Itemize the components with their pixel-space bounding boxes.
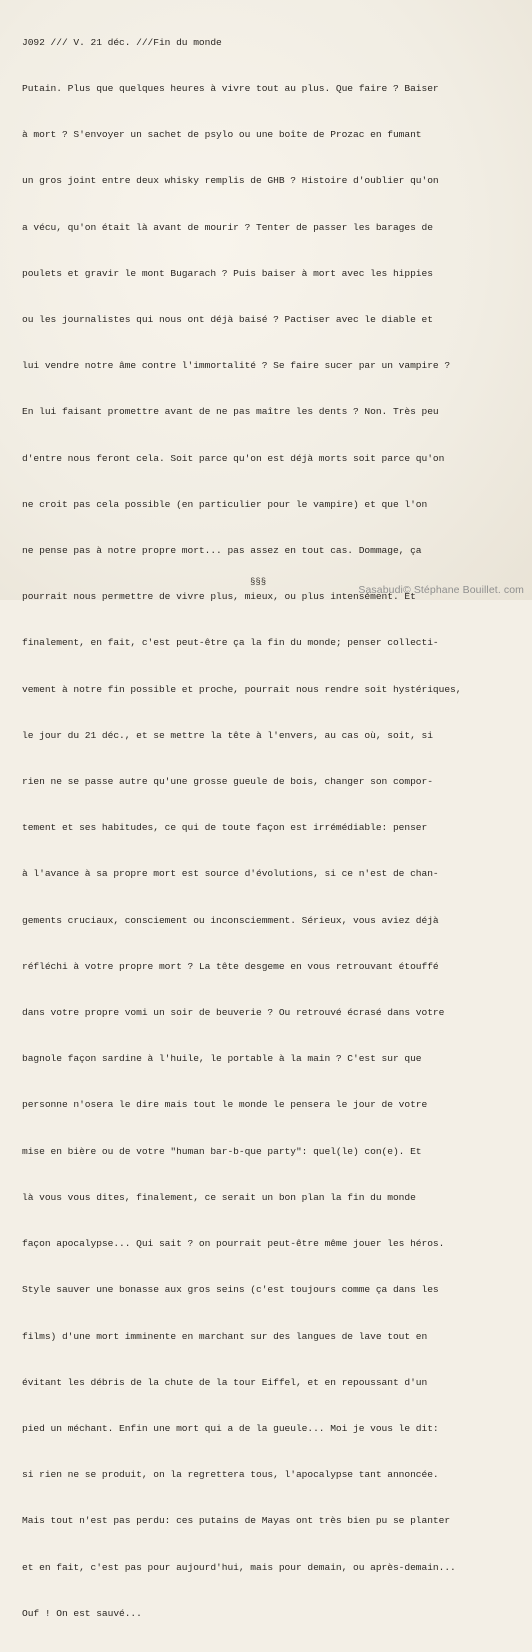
text-line: poulets et gravir le mont Bugarach ? Puis baiser à mort avec les hippies xyxy=(22,267,433,279)
text-line: tement et ses habitudes, ce qui de toute façon est irrémédiable: penser xyxy=(22,822,428,834)
text-line: ou les journalistes qui nous ont déjà baisé ? Pactiser avec le diable et xyxy=(22,314,433,326)
text-line: Style sauver une bonasse aux gros seins (c'est toujours comme ça dans les xyxy=(22,1284,439,1296)
text-line: réfléchi à votre propre mort ? La tête desgeme en vous retrouvant étouffé xyxy=(22,960,439,972)
text-line: vement à notre fin possible et proche, pourrait nous rendre soit hystériques, xyxy=(22,683,462,695)
text-line: personne n'osera le dire mais tout le monde le pensera le jour de votre xyxy=(22,1099,428,1111)
text-line: a vécu, qu'on était là avant de mourir ? Tenter de passer les barages de xyxy=(22,221,433,233)
text-line: Putain. Plus que quelques heures à vivre tout au plus. Que faire ? Baiser xyxy=(22,83,439,95)
text-line: rien ne se passe autre qu'une grosse gueule de bois, changer son compor- xyxy=(22,776,433,788)
text-line: ne croit pas cela possible (en particulier pour le vampire) et que l'on xyxy=(22,498,428,510)
text-line: si rien ne se produit, on la regrettera tous, l'apocalypse tant annoncée. xyxy=(22,1469,439,1481)
text-line: dans votre propre vomi un soir de beuverie ? Ou retrouvé écrasé dans votre xyxy=(22,1007,445,1019)
typewritten-text xyxy=(22,4,522,1652)
text-line: façon apocalypse... Qui sait ? on pourrait peut-être même jouer les héros. xyxy=(22,1238,445,1250)
text-line: là vous vous dites, finalement, ce serait un bon plan la fin du monde xyxy=(22,1191,416,1203)
text-line: et en fait, c'est pas pour aujourd'hui, mais pour demain, ou après-demain... xyxy=(22,1561,456,1573)
text-line-header: J092 /// V. 21 déc. ///Fin du monde xyxy=(22,36,222,48)
text-line: En lui faisant promettre avant de ne pas maître les dents ? Non. Très peu xyxy=(22,406,439,418)
text-line: mise en bière ou de votre "human bar-b-que party": quel(le) con(e). Et xyxy=(22,1145,422,1157)
text-line: gements cruciaux, consciement ou inconsciemment. Sérieux, vous aviez déjà xyxy=(22,914,439,926)
text-line: bagnole façon sardine à l'huile, le portable à la main ? C'est sur que xyxy=(22,1053,422,1065)
text-line: lui vendre notre âme contre l'immortalité ? Se faire sucer par un vampire ? xyxy=(22,360,451,372)
watermark-credit: Sasabudi© Stéphane Bouillet. com xyxy=(358,584,524,596)
text-line: d'entre nous feront cela. Soit parce qu'on est déjà morts soit parce qu'on xyxy=(22,452,445,464)
text-line: finalement, en fait, c'est peut-être ça la fin du monde; penser collecti- xyxy=(22,637,439,649)
text-line: Ouf ! On est sauvé... xyxy=(22,1607,142,1619)
text-line: à l'avance à sa propre mort est source d'évolutions, si ce n'est de chan- xyxy=(22,868,439,880)
text-line: évitant les débris de la chute de la tour Eiffel, et en repoussant d'un xyxy=(22,1376,428,1388)
text-line: ne pense pas à notre propre mort... pas assez en tout cas. Dommage, ça xyxy=(22,545,422,557)
text-line: le jour du 21 déc., et se mettre la tête à l'envers, au cas où, soit, si xyxy=(22,729,433,741)
text-line: films) d'une mort imminente en marchant sur des langues de lave tout en xyxy=(22,1330,428,1342)
text-line: un gros joint entre deux whisky remplis de GHB ? Histoire d'oublier qu'on xyxy=(22,175,439,187)
text-line: Mais tout n'est pas perdu: ces putains de Mayas ont très bien pu se planter xyxy=(22,1515,451,1527)
page-number: §§§ xyxy=(250,577,267,587)
text-line: à mort ? S'envoyer un sachet de psylo ou une boîte de Prozac en fumant xyxy=(22,129,422,141)
text-line: pourrait nous permettre de vivre plus, mieux, ou plus intensément. Et xyxy=(22,591,416,603)
text-line: pied un méchant. Enfin une mort qui a de la gueule... Moi je vous le dit: xyxy=(22,1422,439,1434)
